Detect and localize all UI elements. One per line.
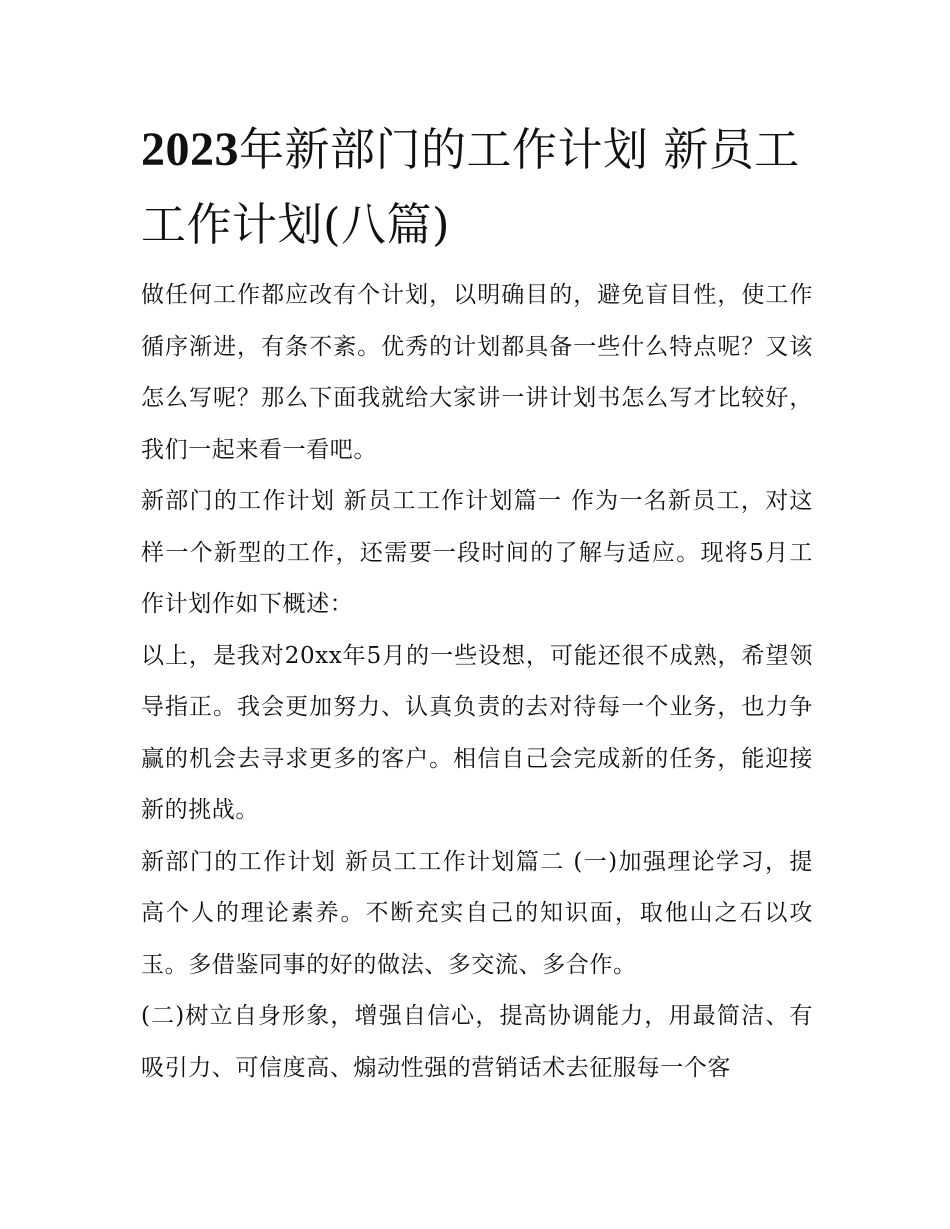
title-text: 年新部门的工作计划 新员工工作计划(八篇) bbox=[141, 123, 800, 251]
paragraph-intro: 做任何工作都应改有个计划，以明确目的，避免盲目性，使工作循序渐进，有条不紊。优秀的计划都具备一些什么特点呢？又该怎么写呢？那么下面我就给大家讲一讲计划书怎么写才比较好，我们一起来看一看吧。 bbox=[141, 282, 813, 463]
document-title bbox=[141, 112, 813, 262]
paragraph-plan-two-item-two: (二)树立自身形象，增强自信心，提高协调能力，用最简洁、有吸引力、可信度高、煽动性强的营销话术去征服每一个客 bbox=[141, 1003, 813, 1081]
paragraph-plan-one: 新部门的工作计划 新员工工作计划篇一 作为一名新员工，对这样一个新型的工作，还需要一段时间的了解与适应。现将5月工作计划作如下概述： bbox=[141, 488, 813, 617]
paragraph-plan-one-summary: 以上，是我对20xx年5月的一些设想，可能还很不成熟，希望领导指正。我会更加努力、认真负责的去对待每一个业务，也力争赢的机会去寻求更多的客户。相信自己会完成新的任务，能迎接新的挑战。 bbox=[141, 642, 813, 823]
paragraph-plan-two: 新部门的工作计划 新员工工作计划篇二 (一)加强理论学习，提高个人的理论素养。不断充实自己的知识面，取他山之石以攻玉。多借鉴同事的好的做法、多交流、多合作。 bbox=[141, 848, 813, 978]
document-body bbox=[141, 112, 813, 1094]
title-year: 2023 bbox=[141, 123, 239, 176]
